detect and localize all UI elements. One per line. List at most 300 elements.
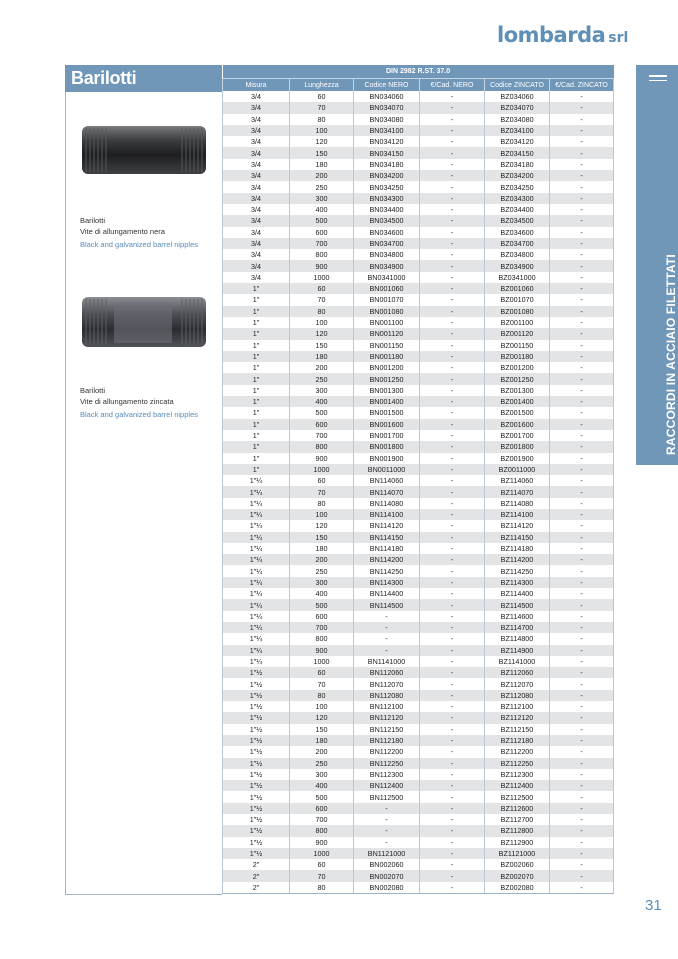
table-cell: 1"½ [223,848,290,859]
table-cell: 500 [290,791,354,802]
table-cell: - [550,396,614,407]
table-cell: - [420,453,485,464]
table-cell: 1" [223,396,290,407]
table-cell: - [550,645,614,656]
table-cell: 1" [223,351,290,362]
table-cell: - [420,486,485,497]
table-cell: - [550,475,614,486]
table-cell: BN112100 [354,701,420,712]
table-cell: 3/4 [223,125,290,136]
table-cell: BZ114080 [485,498,550,509]
table-cell: - [420,577,485,588]
table-cell: 1" [223,328,290,339]
table-cell: - [420,588,485,599]
table-cell: - [550,599,614,610]
table-cell: - [420,645,485,656]
table-cell: BZ034080 [485,114,550,125]
table-cell: BN034180 [354,159,420,170]
page-number: 31 [645,897,662,914]
table-cell: - [420,114,485,125]
table-cell: - [420,294,485,305]
table-cell: BZ114700 [485,622,550,633]
table-cell: 1"½ [223,701,290,712]
table-cell: - [550,215,614,226]
table-cell: BN001700 [354,430,420,441]
table-row [223,136,614,147]
table-cell: - [420,136,485,147]
table-cell: 900 [290,453,354,464]
table-cell: BN002080 [354,882,420,894]
table-cell: BN0341000 [354,272,420,283]
table-row [223,554,614,565]
table-cell: 1"½ [223,667,290,678]
table-row [223,780,614,791]
table-cell: - [420,498,485,509]
table-cell: - [550,520,614,531]
table-cell: 150 [290,147,354,158]
table-cell: BZ001800 [485,441,550,452]
side-category-tab [636,65,678,465]
table-cell: 700 [290,622,354,633]
table-cell: 1"¼ [223,509,290,520]
table-cell: 1" [223,317,290,328]
table-cell: - [550,859,614,870]
table-cell: 1000 [290,464,354,475]
table-cell: - [420,362,485,373]
table-row [223,362,614,373]
table-cell: - [550,498,614,509]
table-cell: BZ114120 [485,520,550,531]
table-cell: - [550,791,614,802]
table-cell: BZ114400 [485,588,550,599]
table-cell: - [420,430,485,441]
table-cell: 900 [290,645,354,656]
table-cell: BZ114150 [485,532,550,543]
table-cell: - [420,441,485,452]
table-cell: - [420,656,485,667]
table-cell: - [420,701,485,712]
table-row [223,678,614,689]
table-cell: 1"½ [223,678,290,689]
table-cell: BZ112600 [485,803,550,814]
table-cell: BZ112250 [485,758,550,769]
table-cell: - [550,102,614,113]
table-cell: BZ114300 [485,577,550,588]
table-cell: - [550,204,614,215]
table-cell: BN001120 [354,328,420,339]
table-cell: 100 [290,509,354,520]
table-row [223,520,614,531]
table-cell: 3/4 [223,91,290,102]
table-cell: 1000 [290,848,354,859]
table-cell: 3/4 [223,249,290,260]
table-cell: BN0011000 [354,464,420,475]
table-cell: - [420,181,485,192]
table-cell: 1"½ [223,746,290,757]
table-cell: BZ034500 [485,215,550,226]
table-cell: BN034150 [354,147,420,158]
table-cell: - [420,554,485,565]
table-cell: 1" [223,441,290,452]
table-cell: 1"¼ [223,532,290,543]
table-row [223,283,614,294]
table-cell: BZ001120 [485,328,550,339]
table-cell: 1" [223,385,290,396]
table-cell: 200 [290,170,354,181]
table-cell: BN001900 [354,453,420,464]
column-header: €/Cad. NERO [420,79,485,92]
product-description: Vite di allungamento nera [80,227,165,236]
table-cell: BZ114600 [485,611,550,622]
table-cell: 1"¼ [223,645,290,656]
table-row [223,91,614,102]
column-header: Lunghezza [290,79,354,92]
table-cell: BN112500 [354,791,420,802]
table-cell: 3/4 [223,102,290,113]
table-cell: BZ112700 [485,814,550,825]
table-cell: 300 [290,385,354,396]
table-cell: - [550,611,614,622]
table-cell: 1"½ [223,814,290,825]
table-cell: - [420,238,485,249]
table-cell: BN001150 [354,340,420,351]
table-row [223,791,614,802]
table-row [223,430,614,441]
table-cell: BN114180 [354,543,420,554]
table-cell: - [420,520,485,531]
column-headers [223,79,614,92]
table-cell: BZ112100 [485,701,550,712]
table-cell: 200 [290,362,354,373]
table-cell: 80 [290,498,354,509]
table-cell: 1"¼ [223,475,290,486]
table-cell: - [550,565,614,576]
table-cell: - [550,712,614,723]
table-row [223,724,614,735]
table-cell: BN002060 [354,859,420,870]
table-row [223,441,614,452]
table-cell: BZ112500 [485,791,550,802]
table-row [223,498,614,509]
table-cell: 180 [290,735,354,746]
table-cell: BN034060 [354,91,420,102]
table-cell: 100 [290,317,354,328]
table-cell: BN034300 [354,193,420,204]
table-cell: BZ0011000 [485,464,550,475]
table-cell: BZ112080 [485,690,550,701]
table-cell: - [420,249,485,260]
table-cell: - [420,340,485,351]
table-cell: - [420,814,485,825]
din-header: DIN 2982 R.ST. 37.0 [223,65,614,79]
table-row [223,758,614,769]
table-row [223,532,614,543]
table-cell: - [550,532,614,543]
table-row [223,645,614,656]
table-cell: - [550,554,614,565]
table-cell: BZ001250 [485,373,550,384]
table-row [223,260,614,271]
table-cell: BZ112180 [485,735,550,746]
table-cell: 1"½ [223,712,290,723]
table-cell: 70 [290,486,354,497]
table-cell: 120 [290,520,354,531]
table-cell: BZ034180 [485,159,550,170]
table-cell: 1"¼ [223,486,290,497]
table-row [223,712,614,723]
table-cell: 1000 [290,656,354,667]
table-row [223,633,614,644]
table-cell: - [420,690,485,701]
table-cell: - [550,814,614,825]
table-row [223,407,614,418]
table-row [223,509,614,520]
column-header: Misura [223,79,290,92]
table-row [223,814,614,825]
table-row [223,193,614,204]
table-cell: - [420,724,485,735]
table-cell: 150 [290,340,354,351]
table-cell: BN034500 [354,215,420,226]
table-cell: - [550,114,614,125]
table-cell: - [420,204,485,215]
table-cell: 3/4 [223,136,290,147]
table-cell: - [550,780,614,791]
table-cell: - [420,837,485,848]
table-cell: - [550,351,614,362]
table-cell: 1" [223,407,290,418]
table-cell: BN112080 [354,690,420,701]
table-cell: 800 [290,825,354,836]
table-cell: - [354,803,420,814]
table-cell: 300 [290,193,354,204]
table-row [223,565,614,576]
table-cell: - [550,306,614,317]
table-cell: BN114070 [354,486,420,497]
table-cell: BZ112060 [485,667,550,678]
table-cell: - [420,283,485,294]
table-cell: - [420,712,485,723]
table-cell: BZ034250 [485,181,550,192]
table-cell: - [550,678,614,689]
table-cell: - [550,848,614,859]
table-cell: - [420,735,485,746]
table-cell: - [420,170,485,181]
table-cell: - [354,633,420,644]
table-row [223,159,614,170]
table-cell: - [550,882,614,894]
table-cell: - [420,791,485,802]
table-cell: 500 [290,599,354,610]
table-cell: BZ114500 [485,599,550,610]
table-cell: 1"¼ [223,543,290,554]
product-image-black [80,120,208,187]
table-cell: - [550,317,614,328]
table-cell: BZ112800 [485,825,550,836]
table-cell: BN112060 [354,667,420,678]
table-cell: BN034250 [354,181,420,192]
table-cell: - [550,825,614,836]
table-cell: - [420,396,485,407]
table-cell: BZ001070 [485,294,550,305]
table-cell: - [420,464,485,475]
table-cell: - [354,837,420,848]
table-cell: BN034120 [354,136,420,147]
table-cell: - [550,656,614,667]
product-name: Barilotti [80,386,106,395]
table-cell: BZ001080 [485,306,550,317]
table-cell: BN114200 [354,554,420,565]
table-row [223,373,614,384]
table-cell: BZ001700 [485,430,550,441]
table-cell: 1" [223,453,290,464]
table-cell: 900 [290,260,354,271]
table-cell: BN112150 [354,724,420,735]
table-row [223,351,614,362]
table-cell: - [550,837,614,848]
table-cell: BN001060 [354,283,420,294]
product-description-en: Black and galvanized barrel nipples [80,410,198,419]
table-row [223,475,614,486]
table-cell: - [420,622,485,633]
table-cell: 1"½ [223,724,290,735]
brand-logo [497,23,628,47]
table-cell: 1"¼ [223,498,290,509]
table-cell: BN034100 [354,125,420,136]
table-cell: 1" [223,340,290,351]
table-cell: BZ034700 [485,238,550,249]
table-cell: - [550,419,614,430]
table-cell: 70 [290,870,354,881]
table-cell: - [420,758,485,769]
category-label: RACCORDI IN ACCIAIO FILETTATI [664,254,678,455]
table-cell: - [420,870,485,881]
table-cell: - [550,249,614,260]
table-cell: 1" [223,294,290,305]
table-row [223,238,614,249]
table-cell: 1"½ [223,758,290,769]
table-cell: 1"¼ [223,554,290,565]
column-header: Codice NERO [354,79,420,92]
table-cell: 200 [290,746,354,757]
table-row [223,181,614,192]
table-cell: 1"½ [223,837,290,848]
table-cell: 60 [290,667,354,678]
table-cell: - [420,125,485,136]
table-cell: - [550,701,614,712]
table-cell: - [420,848,485,859]
table-cell: BZ112900 [485,837,550,848]
table-cell: 2" [223,859,290,870]
table-cell: BZ114800 [485,633,550,644]
product-image-galvanized [80,293,208,360]
table-row [223,848,614,859]
table-cell: BN1121000 [354,848,420,859]
table-cell: - [550,170,614,181]
table-cell: - [420,306,485,317]
table-cell: BN114400 [354,588,420,599]
table-cell: 1" [223,419,290,430]
table-cell: BZ112300 [485,769,550,780]
table-cell: - [420,373,485,384]
table-cell: 2" [223,882,290,894]
table-cell: BN112180 [354,735,420,746]
table-cell: - [550,735,614,746]
table-cell: - [420,611,485,622]
table-cell: - [354,814,420,825]
table-cell: - [550,91,614,102]
table-row [223,803,614,814]
table-cell: 1"¼ [223,656,290,667]
table-cell: BZ034900 [485,260,550,271]
table-cell: 1" [223,306,290,317]
table-cell: 1"¼ [223,599,290,610]
table-cell: 70 [290,678,354,689]
table-cell: 900 [290,837,354,848]
table-row [223,825,614,836]
table-cell: BN001180 [354,351,420,362]
table-cell: - [550,272,614,283]
table-row [223,453,614,464]
table-cell: 1"½ [223,769,290,780]
table-cell: 200 [290,554,354,565]
table-cell: BN001250 [354,373,420,384]
table-cell: BN001800 [354,441,420,452]
table-cell: - [550,803,614,814]
brand-name: lombarda [497,23,606,47]
table-cell: BZ001500 [485,407,550,418]
table-cell: 70 [290,294,354,305]
table-cell: BZ034120 [485,136,550,147]
table-cell: BN001400 [354,396,420,407]
table-cell: BN112250 [354,758,420,769]
table-cell: 3/4 [223,193,290,204]
table-cell: 3/4 [223,159,290,170]
table-cell: BN112070 [354,678,420,689]
table-cell: - [550,260,614,271]
table-cell: 1"¼ [223,577,290,588]
table-cell: BZ034060 [485,91,550,102]
table-cell: 1"¼ [223,633,290,644]
table-cell: 800 [290,633,354,644]
table-cell: 180 [290,351,354,362]
table-cell: - [354,645,420,656]
table-cell: - [550,633,614,644]
table-cell: BZ001060 [485,283,550,294]
table-cell: 120 [290,136,354,147]
table-cell: 1000 [290,272,354,283]
table-cell: BN001100 [354,317,420,328]
table-row [223,611,614,622]
product-description-en: Black and galvanized barrel nipples [80,240,198,249]
table-cell: 3/4 [223,114,290,125]
table-cell: - [550,385,614,396]
table-cell: 3/4 [223,147,290,158]
table-cell: BZ0341000 [485,272,550,283]
table-cell: 100 [290,701,354,712]
table-cell: 500 [290,215,354,226]
table-cell: 500 [290,407,354,418]
table-cell: 1" [223,283,290,294]
table-cell: - [550,147,614,158]
table-cell: - [420,475,485,486]
table-cell: - [420,407,485,418]
table-row [223,385,614,396]
table-cell: 1"¼ [223,520,290,531]
table-row [223,102,614,113]
table-cell: - [550,577,614,588]
table-cell: 250 [290,565,354,576]
